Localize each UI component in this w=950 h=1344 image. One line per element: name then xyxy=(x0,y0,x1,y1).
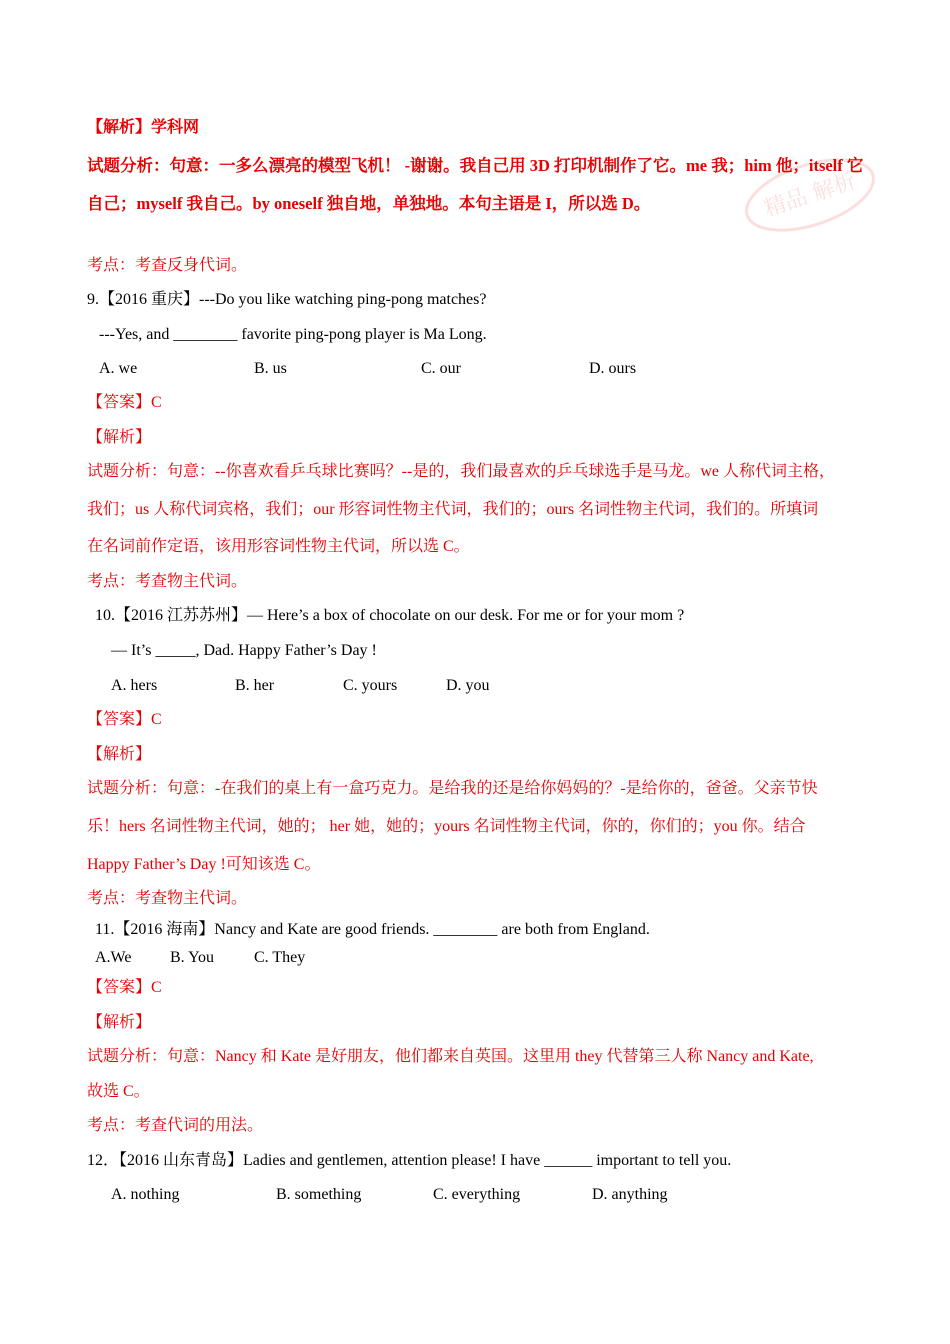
q10-line2: — It’s _____, Dad. Happy Father’s Day ! xyxy=(111,642,377,659)
q10-option-c: C. yours xyxy=(343,677,398,694)
q9-analysis-line3: 在名词前作定语，该用形容词性物主代词，所以选 C。 xyxy=(87,538,470,555)
q11-kaodian: 考点：考查代词的用法。 xyxy=(87,1117,264,1134)
q11-stem: 11.【2016 海南】Nancy and Kate are good friends. ________ are both from England. xyxy=(95,921,650,938)
q12-option-d: D. anything xyxy=(592,1186,668,1203)
q8-analysis-line2: 自己；myself 我自己。by oneself 独自地，单独地。本句主语是 I，所以选 D。 xyxy=(87,194,651,213)
q11-analysis-line2: 故选 C。 xyxy=(87,1083,150,1100)
q9-stem: 9.【2016 重庆】---Do you like watching ping-pong matches? xyxy=(87,291,487,308)
q9-option-c: C. our xyxy=(421,360,461,377)
q9-option-b: B. us xyxy=(254,360,287,377)
q9-option-d: D. ours xyxy=(589,360,637,377)
q11-option-c: C. They xyxy=(254,949,306,966)
q10-answer: 【答案】C xyxy=(87,711,162,728)
q11-jiexi-label: 【解析】 xyxy=(87,1014,152,1031)
q9-line2: ---Yes, and ________ favorite ping-pong player is Ma Long. xyxy=(99,326,487,343)
q11-option-a: A.We xyxy=(95,949,132,966)
q9-analysis-line1: 试题分析：句意：--你喜欢看乒乓球比赛吗？--是的，我们最喜欢的乒乓球选手是马龙。we 人称代词主格， xyxy=(87,463,835,480)
q10-stem: 10.【2016 江苏苏州】— Here’s a box of chocolate on our desk. For me or for your mom ? xyxy=(95,607,685,624)
watermark-text: 精品 解析 xyxy=(761,168,860,223)
q10-analysis-line2: 乐！hers 名词性物主代词，她的； her 她，她的；yours 名词性物主代词，你的，你们的；you 你。结合 xyxy=(87,818,806,835)
q10-option-a: A. hers xyxy=(111,677,158,694)
q10-analysis-line3: Happy Father’s Day !可知该选 C。 xyxy=(87,856,321,873)
q10-kaodian: 考点：考查物主代词。 xyxy=(87,890,248,907)
q10-analysis-line1: 试题分析：句意：-在我们的桌上有一盒巧克力。是给我的还是给你妈妈的？-是给你的，爸爸。父亲节快 xyxy=(87,780,818,797)
q9-kaodian: 考点：考查物主代词。 xyxy=(87,573,248,590)
q9-option-a: A. we xyxy=(99,360,138,377)
q10-option-d: D. you xyxy=(446,677,490,694)
q8-jiexi-label: 【解析】学科网 xyxy=(87,119,200,136)
q9-jiexi-label: 【解析】 xyxy=(87,429,152,446)
q12-option-b: B. something xyxy=(276,1186,362,1203)
q10-option-b: B. her xyxy=(235,677,275,694)
q12-stem: 12．【2016 山东青岛】Ladies and gentlemen, attention please! I have ______ important to tell you. xyxy=(87,1152,732,1169)
q9-analysis-line2: 我们；us 人称代词宾格，我们；our 形容词性物主代词，我们的；ours 名词性物主代词，我们的。所填词 xyxy=(87,501,819,518)
q10-jiexi-label: 【解析】 xyxy=(87,746,152,763)
q11-analysis-line1: 试题分析：句意：Nancy 和 Kate 是好朋友，他们都来自英国。这里用 they 代替第三人称 Nancy and Kate, xyxy=(87,1048,814,1065)
q11-answer: 【答案】C xyxy=(87,979,162,996)
q12-option-a: A. nothing xyxy=(111,1186,180,1203)
q11-option-b: B. You xyxy=(170,949,215,966)
q9-answer: 【答案】C xyxy=(87,394,162,411)
q8-kaodian: 考点：考查反身代词。 xyxy=(87,257,248,274)
q12-option-c: C. everything xyxy=(433,1186,521,1203)
q8-analysis-line1: 试题分析：句意：一多么漂亮的模型飞机！ -谢谢。我自己用 3D 打印机制作了它。me 我；him 他；itself 它 xyxy=(87,156,864,175)
